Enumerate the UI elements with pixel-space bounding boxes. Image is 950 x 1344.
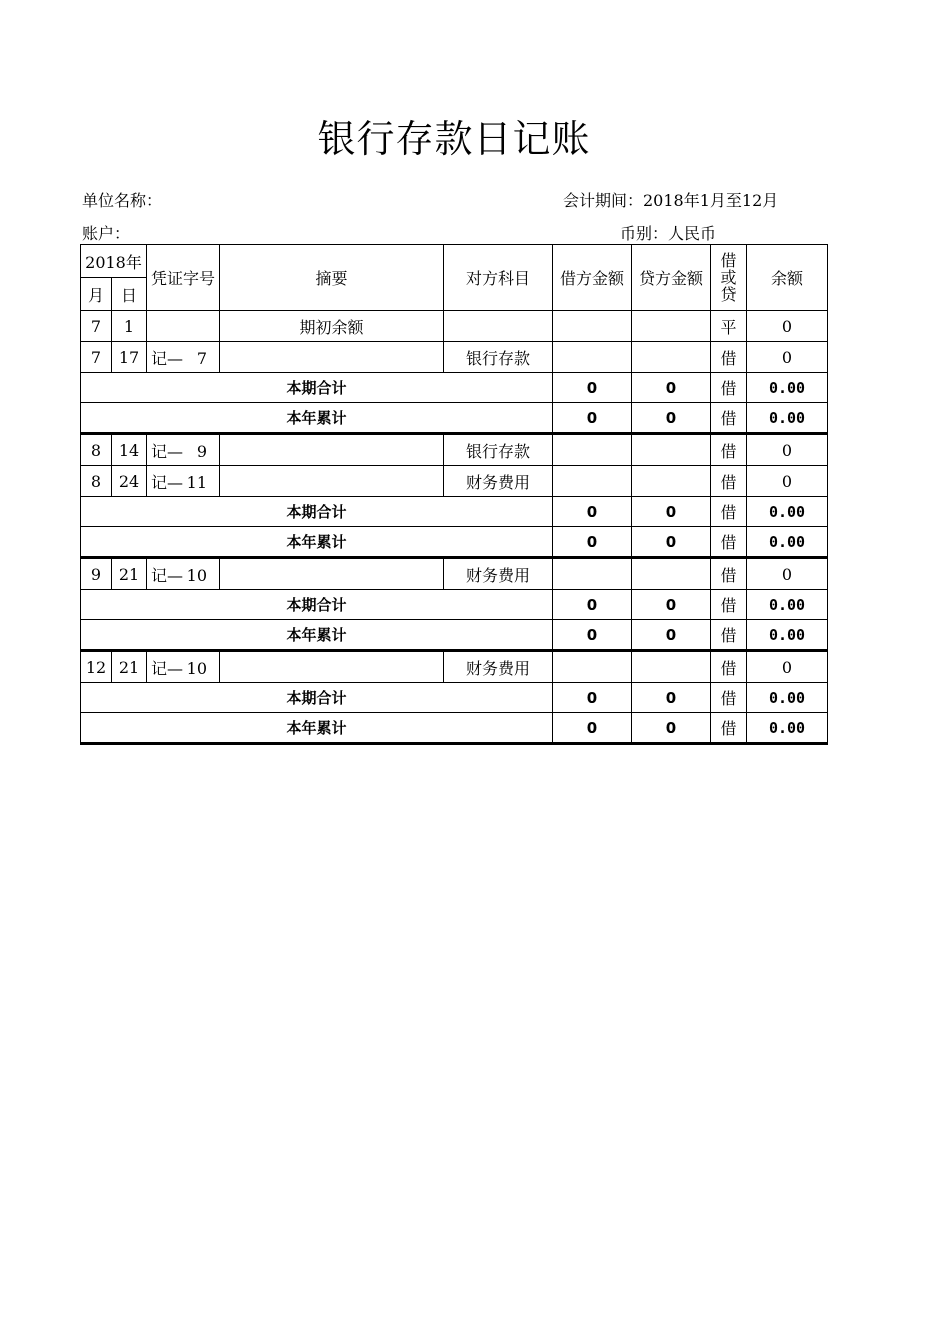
total-direction: 借	[711, 620, 747, 651]
table-row	[81, 342, 828, 373]
total-direction: 借	[711, 373, 747, 403]
cell-summary	[220, 466, 444, 497]
total-direction: 借	[711, 683, 747, 713]
voucher-word: 记—	[151, 565, 184, 585]
total-label: 本期合计	[81, 683, 553, 713]
cell-counter-account: 财务费用	[444, 651, 553, 683]
header-counter-account: 对方科目	[444, 245, 553, 311]
cell-summary	[220, 434, 444, 466]
cell-direction: 借	[711, 558, 747, 590]
table-row	[81, 651, 828, 683]
page-title: 银行存款日记账	[317, 117, 591, 161]
table-row	[81, 466, 828, 497]
total-debit: 0	[553, 373, 632, 403]
account-label: 账户：	[82, 224, 131, 243]
cell-voucher	[147, 558, 220, 590]
total-label: 本期合计	[81, 497, 553, 527]
total-label: 本年累计	[81, 527, 553, 558]
cell-balance: 0	[747, 434, 828, 466]
total-debit: 0	[553, 683, 632, 713]
cell-summary	[220, 651, 444, 683]
voucher-word: 记—	[151, 472, 184, 492]
cell-voucher	[147, 651, 220, 683]
cell-direction: 平	[711, 311, 747, 342]
cell-credit	[632, 651, 711, 683]
cell-direction: 借	[711, 342, 747, 373]
total-credit: 0	[632, 403, 711, 434]
year-total-row	[81, 403, 828, 434]
cell-debit	[553, 342, 632, 373]
cell-summary: 期初余额	[220, 311, 444, 342]
cell-month: 9	[81, 558, 112, 590]
cell-counter-account	[444, 311, 553, 342]
total-balance: 0.00	[747, 683, 828, 713]
header-balance: 余额	[747, 245, 828, 311]
cell-credit	[632, 311, 711, 342]
cell-credit	[632, 558, 711, 590]
cell-month: 7	[81, 342, 112, 373]
voucher-word: 记—	[151, 658, 184, 678]
cell-direction: 借	[711, 466, 747, 497]
cell-month: 8	[81, 466, 112, 497]
cell-counter-account: 财务费用	[444, 466, 553, 497]
total-balance: 0.00	[747, 590, 828, 620]
header-year: 2018年	[81, 245, 147, 278]
total-direction: 借	[711, 403, 747, 434]
period-total-row	[81, 373, 828, 403]
header-debit: 借方金额	[553, 245, 632, 311]
period-total-row	[81, 497, 828, 527]
cell-counter-account: 银行存款	[444, 434, 553, 466]
cell-month: 8	[81, 434, 112, 466]
year-total-row	[81, 620, 828, 651]
ledger-table	[80, 244, 828, 745]
total-balance: 0.00	[747, 713, 828, 744]
cell-summary	[220, 558, 444, 590]
cell-direction: 借	[711, 651, 747, 683]
total-balance: 0.00	[747, 527, 828, 558]
cell-balance: 0	[747, 466, 828, 497]
accounting-period: 会计期间：2018年1月至12月	[563, 191, 779, 210]
unit-name-label: 单位名称：	[82, 191, 163, 210]
total-credit: 0	[632, 713, 711, 744]
cell-counter-account: 银行存款	[444, 342, 553, 373]
period-total-row	[81, 590, 828, 620]
header-credit: 贷方金额	[632, 245, 711, 311]
total-debit: 0	[553, 403, 632, 434]
cell-month: 12	[81, 651, 112, 683]
cell-day: 17	[112, 342, 147, 373]
cell-day: 14	[112, 434, 147, 466]
header-direction-3: 贷	[720, 285, 737, 304]
total-label: 本年累计	[81, 403, 553, 434]
cell-credit	[632, 342, 711, 373]
cell-direction: 借	[711, 434, 747, 466]
header-summary: 摘要	[220, 245, 444, 311]
total-debit: 0	[553, 590, 632, 620]
header-day: 日	[112, 278, 147, 311]
cell-debit	[553, 466, 632, 497]
total-label: 本年累计	[81, 713, 553, 744]
total-direction: 借	[711, 713, 747, 744]
voucher-number: 10	[186, 565, 208, 585]
cell-debit	[553, 434, 632, 466]
total-direction: 借	[711, 527, 747, 558]
total-direction: 借	[711, 590, 747, 620]
total-direction: 借	[711, 497, 747, 527]
header-month: 月	[81, 278, 112, 311]
voucher-word: 记—	[151, 348, 184, 368]
cell-balance: 0	[747, 342, 828, 373]
ledger-header	[81, 245, 828, 311]
voucher-number: 9	[196, 441, 208, 461]
table-row	[81, 558, 828, 590]
total-credit: 0	[632, 620, 711, 651]
total-label: 本期合计	[81, 590, 553, 620]
cell-balance: 0	[747, 558, 828, 590]
cell-voucher	[147, 311, 220, 342]
total-label: 本年累计	[81, 620, 553, 651]
cell-credit	[632, 434, 711, 466]
header-direction	[711, 245, 747, 311]
total-balance: 0.00	[747, 403, 828, 434]
total-credit: 0	[632, 683, 711, 713]
cell-day: 1	[112, 311, 147, 342]
total-label: 本期合计	[81, 373, 553, 403]
cell-balance: 0	[747, 311, 828, 342]
total-debit: 0	[553, 497, 632, 527]
currency-label: 币别：人民币	[620, 224, 717, 243]
voucher-number: 11	[186, 472, 208, 492]
total-credit: 0	[632, 590, 711, 620]
period-total-row	[81, 683, 828, 713]
voucher-number: 10	[186, 658, 208, 678]
table-row	[81, 434, 828, 466]
total-balance: 0.00	[747, 620, 828, 651]
cell-day: 21	[112, 651, 147, 683]
cell-summary	[220, 342, 444, 373]
total-credit: 0	[632, 373, 711, 403]
cell-day: 24	[112, 466, 147, 497]
cell-day: 21	[112, 558, 147, 590]
header-direction-1: 借	[720, 251, 737, 270]
cell-credit	[632, 466, 711, 497]
header-voucher: 凭证字号	[147, 245, 220, 311]
year-total-row	[81, 527, 828, 558]
table-row	[81, 311, 828, 342]
cell-voucher	[147, 342, 220, 373]
voucher-number: 7	[196, 348, 208, 368]
total-debit: 0	[553, 620, 632, 651]
cell-counter-account: 财务费用	[444, 558, 553, 590]
cell-debit	[553, 651, 632, 683]
year-total-row	[81, 713, 828, 744]
cell-balance: 0	[747, 651, 828, 683]
header-direction-2: 或	[720, 268, 737, 287]
cell-voucher	[147, 466, 220, 497]
total-debit: 0	[553, 713, 632, 744]
voucher-word: 记—	[151, 441, 184, 461]
cell-debit	[553, 558, 632, 590]
total-credit: 0	[632, 527, 711, 558]
total-balance: 0.00	[747, 497, 828, 527]
total-balance: 0.00	[747, 373, 828, 403]
cell-voucher	[147, 434, 220, 466]
total-debit: 0	[553, 527, 632, 558]
cell-month: 7	[81, 311, 112, 342]
cell-debit	[553, 311, 632, 342]
ledger-body	[81, 311, 828, 744]
total-credit: 0	[632, 497, 711, 527]
